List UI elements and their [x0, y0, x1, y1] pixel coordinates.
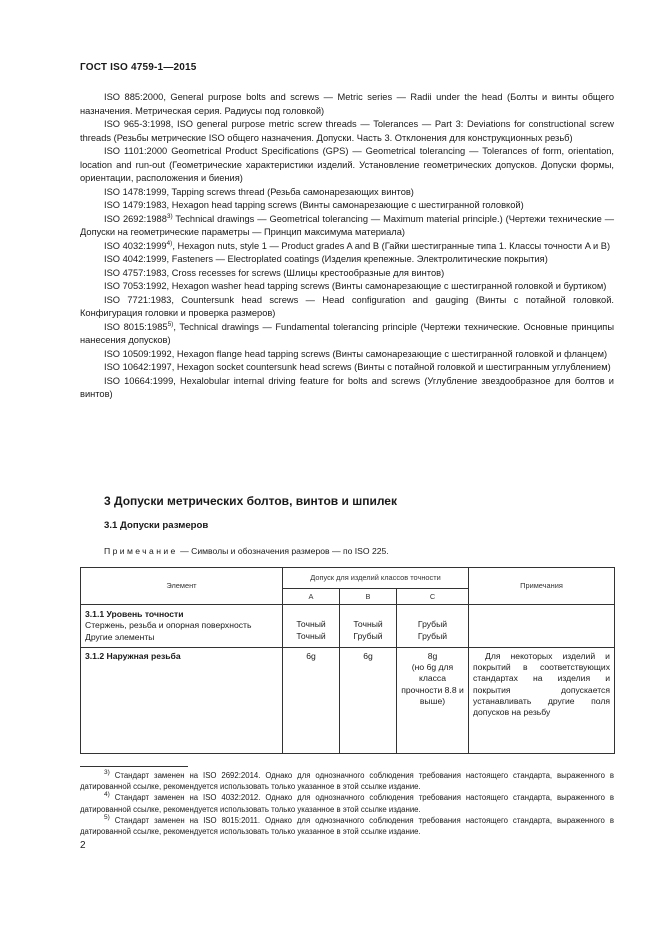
- reference-text: , Hexagon nuts, style 1 — Product grades A and B (Гайки шестигранные типа 1. Классы точности A и B): [172, 240, 611, 251]
- footnote-marker: 4): [104, 791, 110, 799]
- reference-text: , Technical drawings — Fundamental tolerancing principle (Чертежи технические. Основные принципы нанесения допусков): [80, 321, 614, 345]
- row1-class-b-cell: [340, 605, 397, 648]
- row2-remarks: Для некоторых изделий и покрытий в соответствующих стандартах на изделия и покрытия допускается устанавливать другие поля допусков на резьбу: [473, 651, 610, 718]
- reference-text: , Cross recesses for screws (Шлицы крестообразные для винтов): [166, 267, 445, 278]
- footnote-marker: 5): [104, 813, 110, 821]
- row1-b2: Грубый: [353, 630, 383, 641]
- row1-a1: Точный: [296, 619, 326, 630]
- page-number: 2: [80, 840, 86, 851]
- reference-item: [80, 199, 614, 213]
- reference-id: ISO 10664:1999: [104, 375, 174, 386]
- footnotes: [80, 770, 614, 837]
- reference-item: [80, 348, 614, 362]
- row1-line2: Другие элементы: [85, 631, 155, 642]
- reference-item: [80, 118, 614, 145]
- reference-id: ISO 2692:1988: [104, 213, 167, 224]
- reference-text: Geometrical Product Specifications (GPS) — Geometrical tolerancing — Tolerances of form, orientation, location and run-out (Геометрические характеристики изделий. Установление геометрических допусков. Допуски формы, ориентации, расположения и биения): [80, 146, 614, 183]
- row2-c-main: 8g: [427, 651, 438, 661]
- note-label: Примечание: [104, 546, 178, 556]
- reference-id: ISO 8015:1985: [104, 321, 168, 332]
- row1-element-cell: [81, 605, 283, 648]
- row2-class-b-cell: 6g: [340, 648, 397, 754]
- row1-c1: Грубый: [417, 619, 448, 630]
- row1-line1: Стержень, резьба и опорная поверхность: [85, 620, 252, 631]
- footnote-divider: [80, 766, 188, 767]
- header-class-a: A: [283, 589, 340, 605]
- row1-remarks-cell: [469, 605, 615, 648]
- reference-item: [80, 91, 614, 118]
- reference-item: [80, 253, 614, 267]
- reference-id: ISO 7053:1992: [104, 281, 167, 291]
- reference-item: [80, 321, 614, 348]
- reference-text: , Hexalobular internal driving feature for bolts and screws (Углубление звездообразное для болтов и винтов): [80, 375, 614, 399]
- reference-text: , Countersunk head screws — Head configuration and gauging (Винты с потайной головкой. Конфигурация головки и проверка размеров): [80, 294, 614, 318]
- footnote-text: Стандарт заменен на ISO 2692:2014. Однако для однозначного соблюдения требования настоящего стандарта, выраженного в датированной ссылке, рекомендуется использовать только указанное в этой ссылке издание.: [80, 771, 614, 792]
- footnote-item: [80, 792, 614, 814]
- row2-class-c-cell: [397, 648, 469, 754]
- reference-text: , Hexagon washer head tapping screws (Винты самонарезающие с шестигранной головкой и буртиком): [166, 281, 607, 291]
- note: [104, 546, 389, 556]
- reference-footnote-marker: 4): [166, 239, 173, 247]
- footnote-item: [80, 770, 614, 792]
- row2-remarks-cell: [469, 648, 615, 754]
- reference-text: , ISO general purpose metric screw threads — Tolerances — Part 3: Deviations for constructional screw threads (Резьбы метрические ISO общего назначения. Допуски. Часть 3. Отклонения для конструкционных резьб): [80, 119, 614, 143]
- reference-id: ISO 7721:1983: [104, 294, 172, 305]
- row2-c-note: (но 6g для класса прочности 8.8 и выше): [401, 662, 464, 706]
- reference-id: ISO 10509:1992: [104, 348, 172, 359]
- reference-item: [80, 240, 614, 254]
- header-remarks: Примечания: [469, 568, 615, 605]
- row2-element-cell: [81, 648, 283, 754]
- reference-text: Technical drawings — Geometrical tolerancing — Maximum material principle.) (Чертежи технические — Допуски на геометрические параметры — Принцип максимума материала): [80, 213, 614, 237]
- section-heading: 3 Допуски метрических болтов, винтов и шпилек: [104, 494, 397, 508]
- row1-class-a-cell: [283, 605, 340, 648]
- reference-footnote-marker: 3): [166, 212, 173, 220]
- reference-item: [80, 213, 614, 240]
- reference-item: [80, 145, 614, 186]
- header-class-b: B: [340, 589, 397, 605]
- reference-id: ISO 1478:1999: [104, 186, 167, 197]
- note-text: — Символы и обозначения размеров — по ISO 225.: [177, 546, 389, 556]
- reference-list: [80, 91, 614, 402]
- reference-id: ISO 4032:1999: [104, 240, 167, 251]
- footnote-item: [80, 815, 614, 837]
- tolerance-table: [80, 567, 615, 754]
- header-tolerance-group: Допуск для изделий классов точности: [283, 568, 469, 589]
- reference-id: ISO 965-3:1998: [104, 119, 171, 129]
- reference-item: [80, 280, 614, 294]
- row1-title: 3.1.1 Уровень точности: [85, 609, 184, 620]
- reference-item: [80, 375, 614, 402]
- table-row: [81, 605, 615, 648]
- reference-id: ISO 4042:1999: [104, 254, 167, 264]
- reference-text: , General purpose bolts and screws — Metric series — Radii under the head (Болты и винты общего назначения. Метрическая серия. Радиусы под головкой): [80, 92, 615, 116]
- table-row: [81, 648, 615, 754]
- reference-text: , Hexagon socket countersunk head screws (Винты с потайной головкой и шестигранным углублением): [171, 362, 611, 372]
- reference-id: ISO 1101:2000: [104, 146, 168, 156]
- reference-item: [80, 294, 614, 321]
- row1-a2: Точный: [296, 630, 326, 641]
- row1-b1: Точный: [353, 619, 383, 630]
- reference-text: , Hexagon flange head tapping screws (Винты самонарезающие с шестигранной головкой и фланцем): [171, 348, 608, 359]
- row2-class-a-cell: 6g: [283, 648, 340, 754]
- row2-title: 3.1.2 Наружная резьба: [85, 651, 181, 661]
- footnote-text: Стандарт заменен на ISO 8015:2011. Однако для однозначного соблюдения требования настоящего стандарта, выраженного в датированной ссылке, рекомендуется использовать только указанное в этой ссылке издание.: [80, 815, 614, 837]
- header-element: Элемент: [81, 568, 283, 605]
- reference-footnote-marker: 5): [167, 320, 174, 328]
- row1-c2: Грубый: [417, 630, 448, 641]
- running-header: ГОСТ ISO 4759-1—2015: [80, 62, 197, 73]
- reference-item: [80, 267, 614, 281]
- reference-text: , Hexagon head tapping screws (Винты самонарезающие с шестигранной головкой): [166, 200, 524, 210]
- reference-id: ISO 4757:1983: [104, 267, 167, 278]
- header-class-c: C: [397, 589, 469, 605]
- reference-text: , Tapping screws thread (Резьба самонарезающих винтов): [166, 186, 414, 197]
- row1-class-c-cell: [397, 605, 469, 648]
- reference-item: [80, 361, 614, 375]
- footnote-text: Стандарт заменен на ISO 4032:2012. Однако для однозначного соблюдения требования настоящего стандарта, выраженного в датированной ссылке, рекомендуется использовать только указанное в этой ссылке издание.: [80, 793, 614, 814]
- reference-id: ISO 885:2000: [104, 92, 164, 102]
- reference-item: [80, 186, 614, 200]
- footnote-marker: 3): [104, 769, 110, 776]
- reference-id: ISO 10642:1997: [104, 362, 172, 372]
- subsection-heading: 3.1 Допуски размеров: [104, 520, 209, 531]
- reference-id: ISO 1479:1983: [104, 200, 167, 210]
- reference-text: , Fasteners — Electroplated coatings (Изделия крепежные. Электролитические покрытия): [166, 254, 548, 264]
